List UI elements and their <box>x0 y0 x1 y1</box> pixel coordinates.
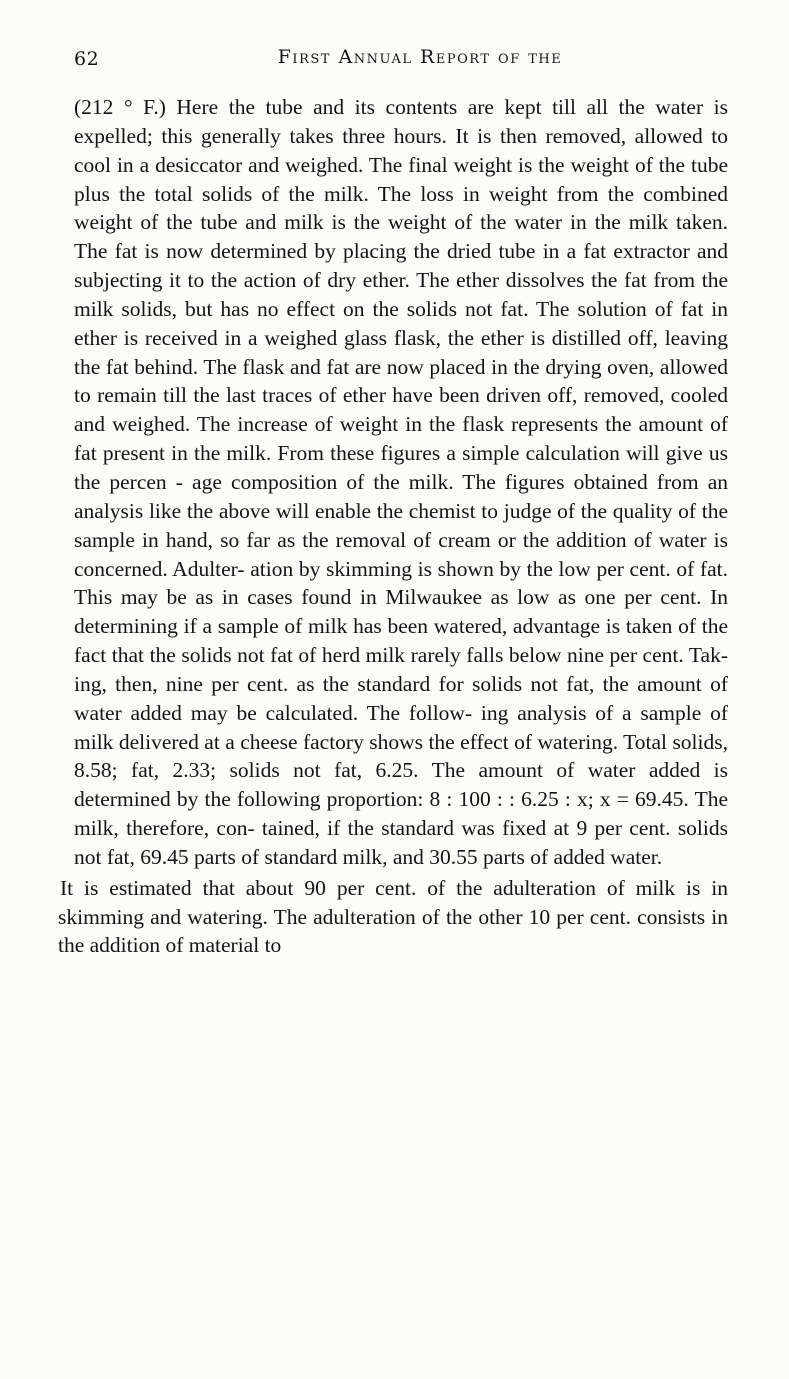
page-number: 62 <box>74 48 100 70</box>
paragraph: It is estimated that about 90 per cent. of the adulteration of milk is in skimming and watering. The adulteration of the other 10 per cent. consists in the addition of material to <box>58 875 728 958</box>
body-text <box>58 93 728 960</box>
running-head <box>70 44 730 72</box>
paragraph: (212 ° F.) Here the tube and its contents are kept till all the water is expelled; this generally takes three hours. It is then removed, allowed to cool in a desiccator and weighed. The final weight is the weight of the tube plus the total solids of the milk. The loss in weight from the combined weight of the tube and milk is the weight of the water in the milk taken. The fat is now determined by placing the dried tube in a fat extractor and subjecting it to the action of dry ether. The ether dissolves the fat from the milk solids, but has no effect on the solids not fat. The solution of fat in ether is received in a weighed glass flask, the ether is distilled off, leaving the fat behind. The flask and fat are now placed in the drying oven, allowed to remain till the last traces of ether have been driven off, removed, cooled and weighed. The increase of weight in the flask represents the amount of fat present in the milk. From these figures a simple calculation will give us the percen - age composition of the milk. The figures obtained from an analysis like the above will enable the chemist to judge of the quality of the sample in hand, so far as the removal of cream or the addition of water is concerned. Adulter- ation by skimming is shown by the low per cent. of fat. This may be as in cases found in Milwaukee as low as one per cent. In determining if a sample of milk has been watered, advantage is taken of the fact that the solids not fat of herd milk rarely falls below nine per cent. Tak- ing, then, nine per cent. as the standard for solids not fat, the amount of water added may be calculated. The follow- ing analysis of a sample of milk delivered at a cheese factory shows the effect of watering. Total solids, 8.58; fat, 2.33; solids not fat, 6.25. The amount of water added is determined by the following proportion: 8 : 100 : : 6.25 : x; x = 69.45. The milk, therefore, con- tained, if the standard was fixed at 9 per cent. solids not fat, 69.45 parts of standard milk, and 30.55 parts of added water. <box>74 95 728 869</box>
running-title: First Annual Report of the <box>277 46 563 68</box>
